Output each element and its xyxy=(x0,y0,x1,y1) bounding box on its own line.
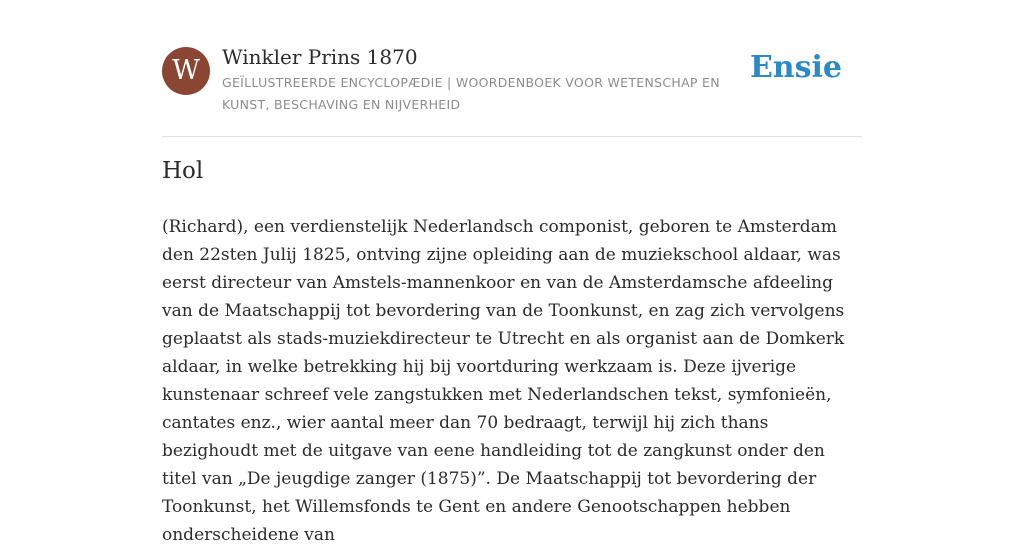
entry-title: Hol xyxy=(162,158,204,184)
source-avatar[interactable]: W xyxy=(162,47,210,95)
entry-paragraph: (Richard), een verdienstelijk Nederlandsch componist, geboren te Amsterdam den 22sten Julij 1825, ontving zijne opleiding aan de muziekschool aldaar, was eerst directeur van Amstels-mannenkoor en van de Amsterdamsche afdeeling van de Maatschappij tot bevordering van de Toonkunst, en zag zich vervolgens geplaatst als stads-muziekdirecteur te Utrecht en als organist aan de Domkerk aldaar, in welke betrekking hij bij voortduring werkzaam is. Deze ijverige kunstenaar schreef vele zangstukken met Nederlandschen tekst, symfonieën, cantates enz., wier aantal meer dan 70 bedraagt, terwijl hij zich thans bezighoudt met de uitgave van eene handleiding tot de zangkunst onder den titel van „De jeugdige zanger (1875)”. De Maatschappij tot bevordering der Toonkunst, het Willemsfonds te Gent en andere Genootschappen hebben onderscheidene van xyxy=(162,217,845,545)
source-header xyxy=(162,44,862,137)
entry-body xyxy=(162,213,862,549)
ensie-logo[interactable]: Ensie xyxy=(749,50,842,85)
source-title[interactable]: Winkler Prins 1870 xyxy=(222,45,418,69)
source-subtitle: GEÏLLUSTREERDE ENCYCLOPÆDIE | WOORDENBOEK VOOR WETENSCHAP EN KUNST, BESCHAVING EN NIJVERHEID xyxy=(222,75,720,112)
